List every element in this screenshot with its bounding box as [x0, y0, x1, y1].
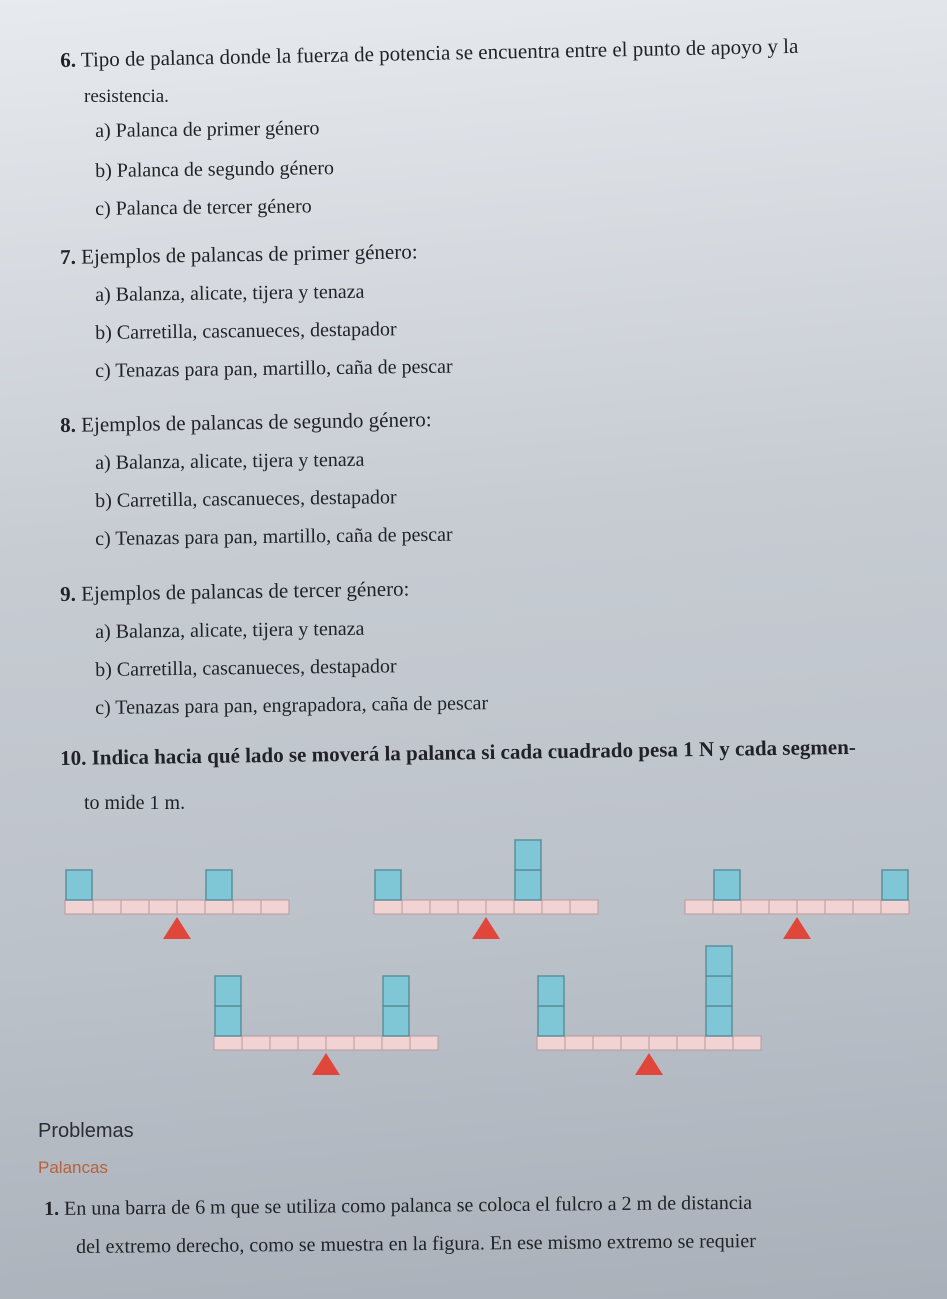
question-7-number: 7. [60, 244, 77, 269]
question-6-number: 6. [60, 47, 77, 72]
weight-box [375, 870, 401, 900]
beam-segment [713, 900, 741, 914]
beam-segment [733, 1036, 761, 1050]
lever-diagram-2 [373, 812, 603, 940]
beam-segment [242, 1036, 270, 1050]
question-6-option-c[interactable]: c) Palanca de tercer género [95, 195, 312, 220]
beam-segment [769, 900, 797, 914]
beam-segment [853, 900, 881, 914]
beam-segment [741, 900, 769, 914]
question-7-option-c[interactable]: c) Tenazas para pan, martillo, caña de pescar [95, 355, 453, 382]
lever-diagram-1 [64, 840, 294, 940]
weight-box [515, 870, 541, 900]
question-7-option-a[interactable]: a) Balanza, alicate, tijera y tenaza [95, 280, 365, 306]
weight-box [706, 976, 732, 1006]
question-10-continuation: to mide 1 m. [84, 792, 186, 814]
beam-segment [593, 1036, 621, 1050]
fulcrum-triangle [163, 917, 191, 939]
beam-segment [486, 900, 514, 914]
section-title: Problemas [38, 1120, 134, 1142]
weight-box [383, 1006, 409, 1036]
weight-box [706, 1006, 732, 1036]
weight-box [215, 976, 241, 1006]
beam-segment [705, 1036, 733, 1050]
beam-segment [881, 900, 909, 914]
question-8-number: 8. [60, 412, 77, 437]
question-10-title [60, 735, 856, 771]
weight-box [515, 840, 541, 870]
beam-segment [149, 900, 177, 914]
beam-segment [177, 900, 205, 914]
beam-segment [410, 1036, 438, 1050]
question-6-text: Tipo de palanca donde la fuerza de potencia se encuentra entre el punto de apoyo y la [80, 33, 799, 72]
beam-segment [326, 1036, 354, 1050]
beam-segment [430, 900, 458, 914]
beam-segment [214, 1036, 242, 1050]
beam-segment [65, 900, 93, 914]
beam-segment [270, 1036, 298, 1050]
beam-segment [382, 1036, 410, 1050]
beam-segment [374, 900, 402, 914]
weight-box [383, 976, 409, 1006]
weight-box [66, 870, 92, 900]
beam-segment [570, 900, 598, 914]
lever-diagram-5 [536, 926, 776, 1076]
beam-segment [621, 1036, 649, 1050]
problem-1-number: 1. [44, 1197, 60, 1220]
beam-segment [121, 900, 149, 914]
question-7-title [60, 239, 418, 270]
question-7-text: Ejemplos de palancas de primer género: [80, 239, 418, 269]
weight-box [714, 870, 740, 900]
weight-box [206, 870, 232, 900]
beam-segment [354, 1036, 382, 1050]
question-9-text: Ejemplos de palancas de tercer género: [80, 576, 410, 606]
weight-box [215, 1006, 241, 1036]
beam-segment [298, 1036, 326, 1050]
beam-segment [565, 1036, 593, 1050]
problem-1-line-2: del extremo derecho, como se muestra en la figura. En ese mismo extremo se requier [76, 1230, 756, 1258]
question-6-option-b[interactable]: b) Palanca de segundo género [95, 157, 335, 182]
fulcrum-triangle [783, 917, 811, 939]
question-9-option-a[interactable]: a) Balanza, alicate, tijera y tenaza [95, 617, 365, 643]
beam-segment [233, 900, 261, 914]
question-8-option-b[interactable]: b) Carretilla, cascanueces, destapador [95, 486, 397, 512]
fulcrum-triangle [635, 1053, 663, 1075]
question-10-text: Indica hacia qué lado se moverá la palanca si cada cuadrado pesa 1 N y cada segmen- [91, 734, 856, 770]
question-7-option-b[interactable]: b) Carretilla, cascanueces, destapador [95, 318, 397, 344]
section-subtitle: Palancas [38, 1158, 108, 1177]
weight-box [538, 976, 564, 1006]
beam-segment [542, 900, 570, 914]
beam-segment [402, 900, 430, 914]
beam-segment [685, 900, 713, 914]
beam-segment [261, 900, 289, 914]
beam-segment [797, 900, 825, 914]
weight-box [706, 946, 732, 976]
question-8-title [60, 407, 432, 438]
beam-segment [514, 900, 542, 914]
beam-segment [649, 1036, 677, 1050]
question-9-number: 9. [60, 581, 77, 606]
lever-diagram-3 [684, 832, 920, 940]
fulcrum-triangle [472, 917, 500, 939]
question-9-option-b[interactable]: b) Carretilla, cascanueces, destapador [95, 655, 397, 681]
question-8-option-c[interactable]: c) Tenazas para pan, martillo, caña de pescar [95, 523, 453, 550]
weight-box [882, 870, 908, 900]
beam-segment [537, 1036, 565, 1050]
question-6-continuation: resistencia. [84, 86, 169, 107]
beam-segment [677, 1036, 705, 1050]
question-8-text: Ejemplos de palancas de segundo género: [80, 407, 432, 437]
weight-box [538, 1006, 564, 1036]
beam-segment [825, 900, 853, 914]
problem-1-line-1: 1. En una barra de 6 m que se utiliza como palanca se coloca el fulcro a 2 m de distancia [44, 1191, 753, 1220]
question-9-title [60, 577, 410, 607]
question-6-option-a[interactable]: a) Palanca de primer género [95, 117, 320, 142]
question-9-option-c[interactable]: c) Tenazas para pan, engrapadora, caña de pescar [95, 692, 489, 719]
beam-segment [205, 900, 233, 914]
question-8-option-a[interactable]: a) Balanza, alicate, tijera y tenaza [95, 448, 365, 474]
beam-segment [458, 900, 486, 914]
question-10-number: 10. [60, 745, 87, 770]
question-6-title [60, 34, 799, 73]
fulcrum-triangle [312, 1053, 340, 1075]
lever-diagram-4 [213, 956, 445, 1076]
beam-segment [93, 900, 121, 914]
